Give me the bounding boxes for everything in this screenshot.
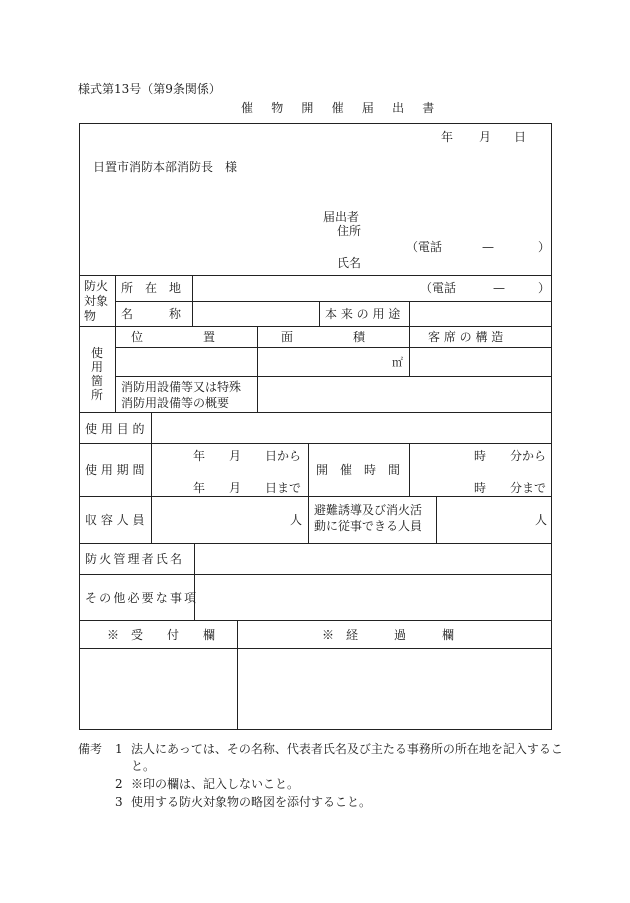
col-divider [409, 301, 410, 326]
target-phone-open: （電話 [420, 281, 457, 295]
sqm-unit: ㎡ [392, 356, 403, 369]
evac-line2: 動に従事できる人員 [314, 519, 423, 533]
row-divider [115, 347, 552, 348]
target-phone-dash: — [493, 281, 505, 295]
col-divider [192, 275, 193, 326]
col-divider [308, 443, 309, 543]
usage-area-label-1: 使 [91, 346, 104, 360]
row-divider [79, 574, 552, 575]
event-time-label: 開 催 時 間 [316, 463, 401, 477]
position-label: 位 置 [131, 330, 216, 344]
col-divider [115, 275, 116, 412]
col-divider [319, 301, 320, 326]
note-3-text: 使用する防火対象物の略図を添付すること。 [131, 795, 372, 809]
address-label: 住所 [337, 224, 362, 238]
row-divider [79, 496, 552, 497]
equipment-line2: 消防用設備等の概要 [121, 396, 230, 410]
row-divider [115, 376, 552, 377]
period-from: 年 月 日から [193, 449, 302, 463]
col-divider [409, 443, 410, 496]
other-label: その他必要な事項 [85, 591, 199, 605]
row-divider [79, 443, 552, 444]
note-1-line1: 法人にあっては、その名称、代表者氏名及び主たる事務所の所在地を記入するこ [131, 742, 563, 756]
note-2-num: 2 [115, 777, 123, 791]
fire-manager-label: 防火管理者氏名 [85, 552, 185, 566]
capacity-unit: 人 [290, 513, 303, 527]
location-label: 所 在 地 [121, 281, 182, 295]
row-divider [79, 275, 552, 276]
usage-purpose-label: 使 用 目 的 [85, 422, 145, 436]
page-title: 催 物 開 催 届 出 書 [241, 101, 442, 115]
note-3-num: 3 [115, 795, 123, 809]
row-divider [115, 301, 552, 302]
period-label: 使 用 期 間 [85, 463, 145, 477]
progress-label: ※ 経 過 欄 [322, 628, 455, 642]
reception-label: ※ 受 付 欄 [107, 628, 216, 642]
notes-heading: 備考 [78, 742, 103, 756]
form-number: 様式第13号（第9条関係） [78, 82, 221, 96]
row-divider [79, 648, 552, 649]
time-to: 時 分まで [474, 481, 547, 495]
row-divider [79, 412, 552, 413]
area-label: 面 積 [281, 330, 366, 344]
col-divider [436, 496, 437, 543]
col-divider [194, 543, 195, 620]
usage-area-label-4: 所 [91, 388, 104, 402]
notifier-label: 届出者 [323, 210, 360, 224]
date-day: 日 [514, 130, 527, 144]
col-divider [151, 412, 152, 543]
target-name-label: 名 称 [121, 307, 182, 321]
row-divider [79, 543, 552, 544]
period-to: 年 月 日まで [193, 481, 302, 495]
date-month: 月 [479, 130, 492, 144]
seating-label: 客 席 の 構 造 [428, 330, 504, 344]
phone-close: ） [538, 240, 551, 254]
evac-unit: 人 [535, 513, 548, 527]
target-label-line2: 対象 [84, 294, 109, 308]
target-label-line3: 物 [84, 309, 97, 323]
note-1-line2: と。 [131, 759, 156, 773]
name-label: 氏名 [337, 256, 362, 270]
note-2-text: ※印の欄は、記入しないこと。 [131, 777, 300, 791]
row-divider [79, 620, 552, 621]
col-divider [409, 326, 410, 376]
note-1-num: 1 [115, 742, 123, 756]
purpose-label: 本 来 の 用 途 [325, 307, 401, 321]
phone-dash: — [482, 240, 494, 254]
target-phone-close: ） [538, 281, 551, 295]
usage-area-label-3: 箇 [91, 374, 104, 388]
col-divider [257, 326, 258, 412]
row-divider [79, 326, 552, 327]
usage-area-label-2: 用 [91, 360, 104, 374]
addressee: 日置市消防本部消防長 様 [93, 160, 238, 174]
date-year: 年 [441, 130, 454, 144]
time-from: 時 分から [474, 449, 547, 463]
target-label-line1: 防火 [84, 279, 109, 293]
equipment-line1: 消防用設備等又は特殊 [121, 380, 242, 394]
phone-open: （電話 [406, 240, 443, 254]
col-divider [237, 620, 238, 730]
evac-line1: 避難誘導及び消火活 [314, 503, 423, 517]
capacity-label: 収 容 人 員 [85, 513, 145, 527]
